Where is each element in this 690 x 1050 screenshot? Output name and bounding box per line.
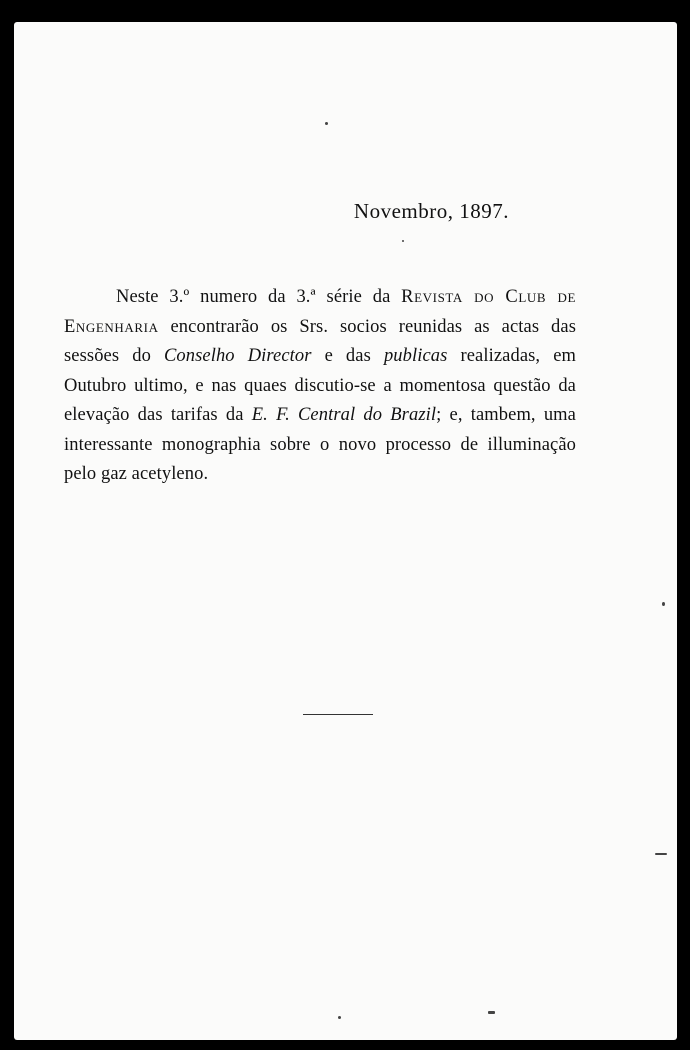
journal-title: Revista do Club de Engenharia (64, 287, 576, 337)
dateline: Novembro, 1897. (353, 199, 509, 223)
decorative-rule (303, 714, 373, 715)
scan-speck (655, 853, 667, 855)
text-segment: ; e, tambem, uma interessante monographia sobre o novo processo de illuminação pelo gaz acetyleno. (64, 405, 576, 484)
italic-term-publicas: publicas (383, 346, 448, 366)
scan-speck (488, 1011, 495, 1014)
scan-speck (338, 1016, 341, 1019)
text-segment: encontrarão os Srs. socios reunidas as actas das sessões do (64, 316, 576, 366)
italic-term-railway: E. F. Central do Brazil (251, 405, 437, 425)
scan-speck (325, 122, 328, 125)
body-paragraph (64, 283, 576, 490)
document-page (14, 22, 677, 1040)
scan-speck (662, 602, 665, 606)
scan-speck (402, 240, 404, 242)
text-segment: Neste 3.º numero da 3.ª série da (116, 287, 402, 307)
text-segment: realizadas, em Outubro ultimo, e nas quaes discutio-se a momentosa questão da elevação das tarifas da (64, 346, 576, 425)
text-segment: e das (311, 346, 384, 366)
italic-term-conselho: Conselho Director (163, 346, 312, 366)
